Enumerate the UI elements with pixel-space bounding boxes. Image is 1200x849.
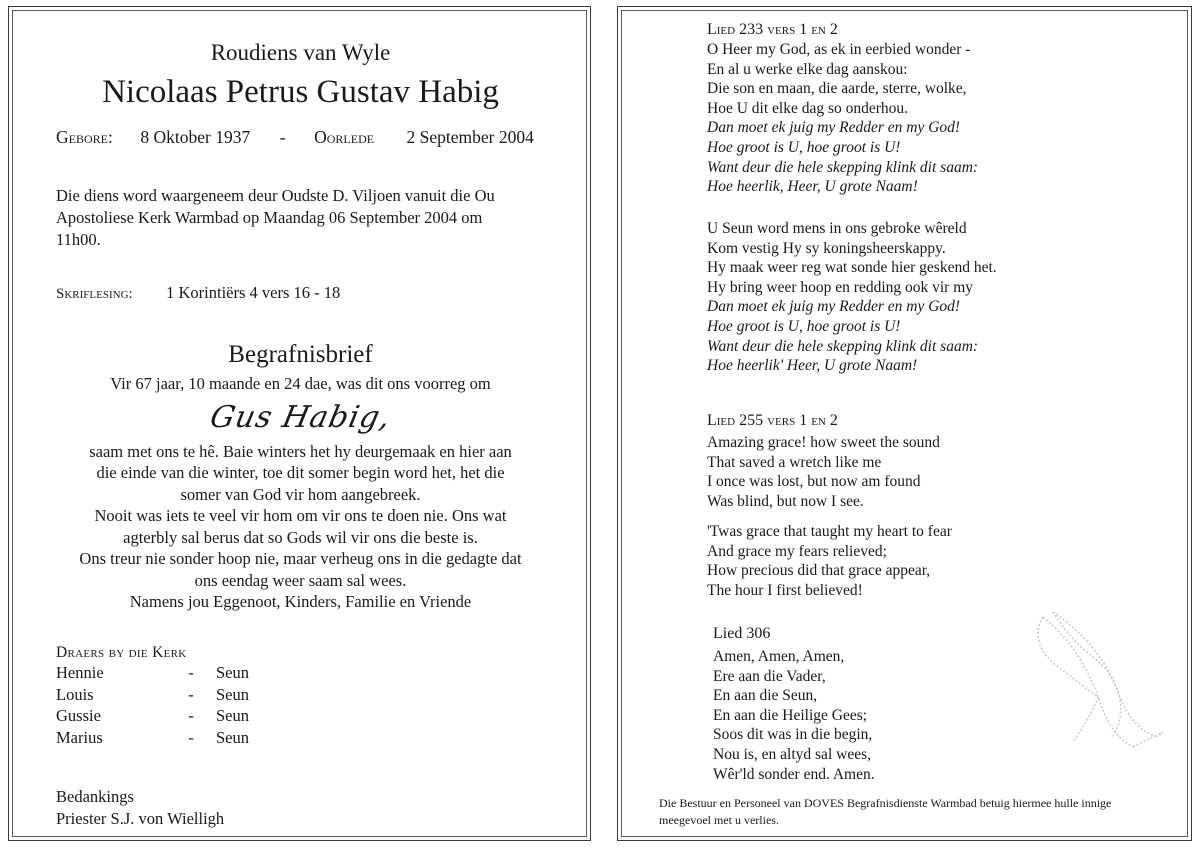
tribute-text xyxy=(9,373,592,613)
dates-row xyxy=(56,127,534,148)
bearer-row xyxy=(56,728,249,750)
tribute-intro: Vir 67 jaar, 10 maande en 24 dae, was dit ons voorreg om xyxy=(110,374,491,393)
verse-line: O Heer my God, as ek in eerbied wonder - xyxy=(707,41,971,58)
verse-line: The hour I first believed! xyxy=(707,581,863,599)
bearer-role: Seun xyxy=(216,663,249,682)
born-label: Gebore: xyxy=(56,127,113,147)
verse-line: Dan moet ek juig my Redder en my God! xyxy=(707,298,961,316)
tribute-line: Nooit was iets te veel vir hom om vir ons te doen nie. Ons wat xyxy=(94,506,507,525)
tribute-line: somer van God vir hom aangebreek. xyxy=(180,484,421,504)
right-page xyxy=(617,6,1192,841)
verse-line: Was blind, but now I see. xyxy=(707,492,864,510)
tribute-line: die einde van die winter, toe dit somer begin word het, het die xyxy=(96,463,505,482)
verse-line: I once was lost, but now am found xyxy=(707,473,921,491)
bearer-row xyxy=(56,706,249,728)
tribute-line: saam met ons te hê. Baie winters het hy deurgemaak en hier aan xyxy=(89,441,512,461)
bearer-name: Marius xyxy=(56,727,103,747)
verse-line: Amen, Amen, Amen, xyxy=(713,648,845,665)
verse-line: Dan moet ek juig my Redder en my God! xyxy=(707,119,961,137)
bearer-row xyxy=(56,685,249,707)
bearer-role: Seun xyxy=(216,727,249,747)
scripture-reference: 1 Korintiërs 4 vers 16 - 18 xyxy=(166,283,341,302)
memorial-heading: Roudiens van Wyle xyxy=(210,40,391,65)
verse-line: Want deur die hele skepping klink dit saam: xyxy=(707,337,979,355)
verse-line: How precious did that grace appear, xyxy=(707,562,931,580)
left-page xyxy=(8,6,591,841)
bearer-name: Gussie xyxy=(56,706,101,725)
hymn-heading: Lied 255 vers 1 en 2 xyxy=(707,412,838,429)
bearer-dash: - xyxy=(188,684,194,704)
hymn-verse xyxy=(713,647,875,784)
verse-line: Hy maak weer reg wat sonde hier geskend het. xyxy=(707,259,997,277)
tribute-line: agterbly sal berus dat so Gods wil vir ons die beste is. xyxy=(123,527,478,547)
bearer-role: Seun xyxy=(216,684,249,704)
verse-line: Hy bring weer hoop en redding ook vir my xyxy=(707,278,974,296)
bearers-heading: Draers by die Kerk xyxy=(56,644,187,661)
verse-line: U Seun word mens in ons gebroke wêreld xyxy=(707,220,967,237)
thanks-heading: Bedankings xyxy=(56,787,134,806)
tribute-line: Ons treur nie sonder hoop nie, maar verheug ons in die gedagte dat xyxy=(79,549,522,568)
verse-line: Soos dit was in die begin, xyxy=(713,726,873,744)
verse-line: Ere aan die Vader, xyxy=(713,667,826,685)
scripture-label: Skriflesing: xyxy=(56,286,133,302)
deceased-name: Nicolaas Petrus Gustav Habig xyxy=(102,74,499,110)
signature: Gus Habig, xyxy=(206,399,395,435)
hymn-heading: Lied 233 vers 1 en 2 xyxy=(707,21,838,38)
verse-line: Die son en maan, die aarde, sterre, wolke, xyxy=(707,80,967,98)
verse-line: En al u werke elke dag aanskou: xyxy=(707,60,908,78)
bearer-role: Seun xyxy=(216,706,249,725)
died-date: 2 September 2004 xyxy=(406,127,534,147)
verse-line: En aan die Seun, xyxy=(713,687,818,705)
died-label: Oorlede xyxy=(314,127,375,147)
tribute-sign-off: Namens jou Eggenoot, Kinders, Familie en Vriende xyxy=(129,592,472,611)
verse-line: Want deur die hele skepping klink dit saam: xyxy=(707,158,979,176)
verse-line: Hoe groot is U, hoe groot is U! xyxy=(707,317,901,335)
hymn-verse xyxy=(707,522,952,600)
verse-line: Hoe heerlik, Heer, U grote Naam! xyxy=(707,178,918,196)
verse-line: And grace my fears relieved; xyxy=(707,542,887,560)
bearer-dash: - xyxy=(188,663,194,682)
hymn-verse xyxy=(707,433,940,511)
bearers-list xyxy=(56,663,249,749)
hymn-verse xyxy=(707,219,997,376)
bearer-dash: - xyxy=(188,706,194,725)
verse-line: That saved a wretch like me xyxy=(707,453,882,471)
hymn-heading: Lied 306 xyxy=(713,625,771,642)
scripture-row xyxy=(56,283,340,303)
born-date: 8 Oktober 1937 xyxy=(140,127,251,147)
hymn-verse xyxy=(707,40,978,197)
bearer-name: Louis xyxy=(56,684,94,704)
bearer-row xyxy=(56,663,249,685)
verse-line: Amazing grace! how sweet the sound xyxy=(707,434,940,451)
thanks-name: Priester S.J. von Wielligh xyxy=(56,809,225,828)
verse-line: Hoe heerlik' Heer, U grote Naam! xyxy=(707,357,918,375)
tribute-line: ons eendag weer saam sal wees. xyxy=(194,570,407,590)
verse-line: Kom vestig Hy sy koningsheerskappy. xyxy=(707,239,946,257)
bearer-name: Hennie xyxy=(56,663,104,682)
verse-line: Hoe U dit elke dag so onderhou. xyxy=(707,99,909,117)
date-separator: - xyxy=(279,127,286,147)
burial-letter-title: Begrafnisbrief xyxy=(228,341,373,368)
service-details: Die diens word waargeneem deur Oudste D. Viljoen vanuit die Ou Apostoliese Kerk Warmbad op Maandag 06 September 2004 om 11h00. xyxy=(56,186,495,249)
verse-line: Nou is, en altyd sal wees, xyxy=(713,745,871,763)
bearer-dash: - xyxy=(188,727,194,747)
verse-line: En aan die Heilige Gees; xyxy=(713,706,868,724)
verse-line: Hoe groot is U, hoe groot is U! xyxy=(707,138,901,156)
verse-line: Wêr'ld sonder end. Amen. xyxy=(713,765,875,783)
verse-line: 'Twas grace that taught my heart to fear xyxy=(707,523,952,540)
praying-hands-icon xyxy=(1013,597,1173,757)
condolence-note: Die Bestuur en Personeel van DOVES Begrafnisdienste Warmbad betuig hiermee hulle innige meegevoel met u verlies. xyxy=(659,796,1112,827)
